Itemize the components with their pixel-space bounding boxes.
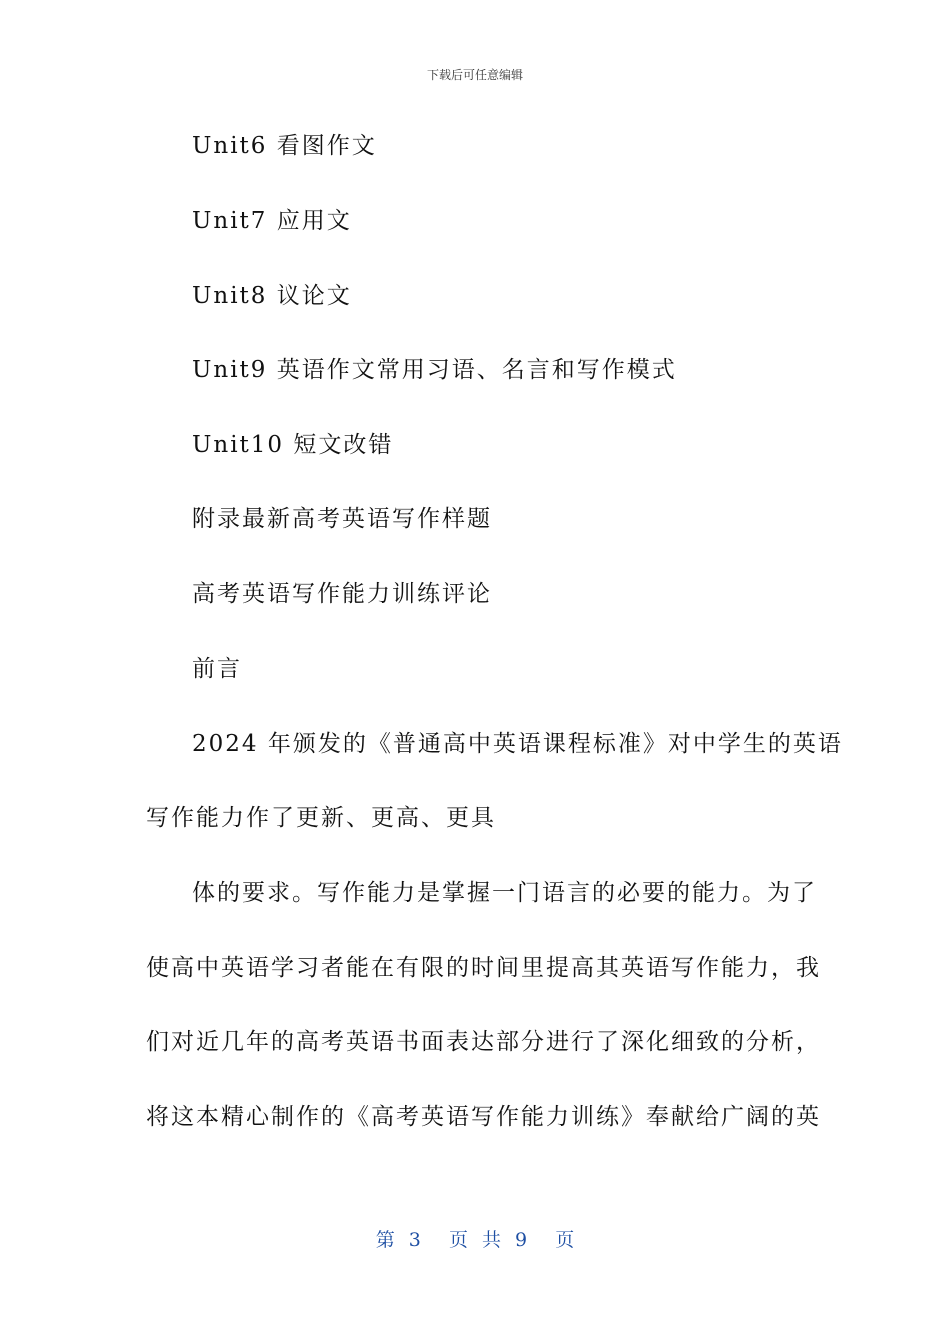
section-heading-preface: 前言 xyxy=(192,656,242,682)
toc-item-unit8: Unit8 议论文 xyxy=(192,283,352,309)
paragraph-line: 写作能力作了更新、更高、更具 xyxy=(146,805,496,831)
toc-item-unit9: Unit9 英语作文常用习语、名言和写作模式 xyxy=(192,357,677,383)
page-footer: 第 3 页 共 9 页 xyxy=(375,1229,575,1251)
paragraph-line: 们对近几年的高考英语书面表达部分进行了深化细致的分析， xyxy=(146,1029,821,1055)
page-header: 下载后可任意编辑 xyxy=(426,68,523,82)
toc-item-review: 高考英语写作能力训练评论 xyxy=(192,581,492,607)
paragraph-line: 体的要求。写作能力是掌握一门语言的必要的能力。为了 xyxy=(192,880,817,906)
paragraph-line: 使高中英语学习者能在有限的时间里提高其英语写作能力，我 xyxy=(146,955,821,981)
toc-item-unit6: Unit6 看图作文 xyxy=(192,133,377,159)
paragraph-line: 将这本精心制作的《高考英语写作能力训练》奉献给广阔的英 xyxy=(146,1104,821,1130)
toc-item-appendix: 附录最新高考英语写作样题 xyxy=(192,506,492,532)
toc-item-unit10: Unit10 短文改错 xyxy=(192,432,394,458)
toc-item-unit7: Unit7 应用文 xyxy=(192,208,352,234)
paragraph-line: 2024 年颁发的《普通高中英语课程标准》对中学生的英语 xyxy=(192,731,843,757)
